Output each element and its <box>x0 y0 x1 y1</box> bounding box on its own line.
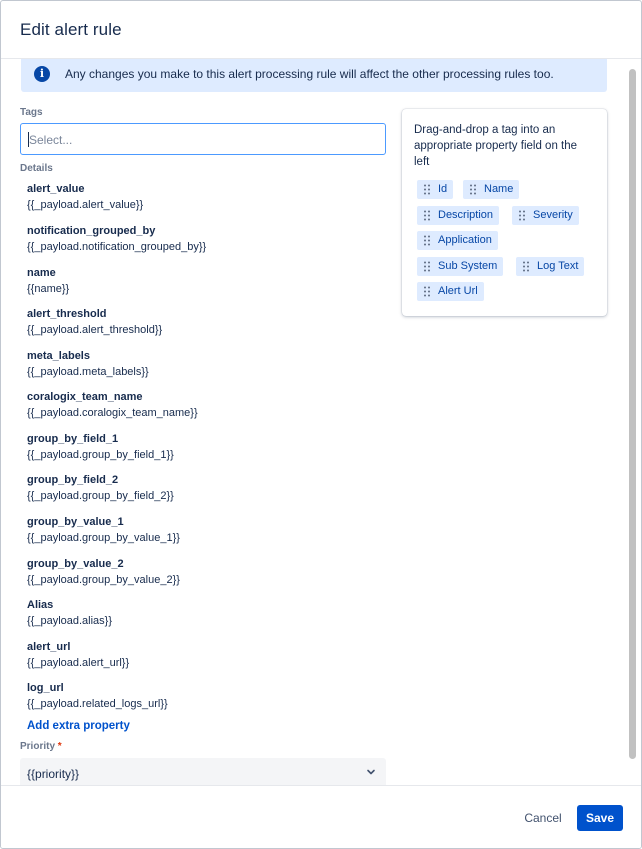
property-value: {{name}} <box>27 283 70 295</box>
property-name: group_by_value_1 <box>27 516 124 528</box>
drag-handle-icon <box>423 235 431 246</box>
property-name: notification_grouped_by <box>27 225 156 237</box>
tag-chip-label: Name <box>484 183 514 195</box>
property-alias[interactable] <box>27 599 112 627</box>
tag-chip-label: Description <box>438 209 494 221</box>
dialog-title: Edit alert rule <box>20 20 122 39</box>
priority-label <box>20 741 62 752</box>
drag-handle-icon <box>423 184 431 195</box>
tags-label: Tags <box>20 107 43 118</box>
tag-chip-label: Severity <box>533 209 573 221</box>
property-alert-threshold[interactable] <box>27 308 162 336</box>
property-value: {{_payload.group_by_value_1}} <box>27 532 180 544</box>
property-alert-value[interactable] <box>27 183 143 211</box>
tag-chip-application[interactable] <box>417 231 498 250</box>
tag-chip-label: Log Text <box>537 260 579 272</box>
property-name: name <box>27 267 56 279</box>
property-value: {{_payload.coralogix_team_name}} <box>27 407 198 419</box>
tag-palette-hint: Drag-and-drop a tag into an appropriate property field on the left <box>414 124 578 168</box>
property-value: {{_payload.group_by_value_2}} <box>27 574 180 586</box>
property-notification-grouped-by[interactable] <box>27 225 206 253</box>
property-value: {{_payload.notification_grouped_by}} <box>27 241 207 253</box>
property-value: {{_payload.group_by_field_2}} <box>27 490 174 502</box>
property-log-url[interactable] <box>27 682 168 710</box>
vertical-scrollbar[interactable] <box>629 69 636 759</box>
property-value: {{_payload.alert_url}} <box>27 657 130 669</box>
drag-handle-icon <box>518 210 526 221</box>
tag-palette-panel <box>402 109 607 316</box>
tag-chip-sub-system[interactable] <box>417 257 503 276</box>
property-group-by-value-2[interactable] <box>27 558 180 586</box>
banner-message: Any changes you make to this alert processing rule will affect the other processing rules too. <box>65 67 554 81</box>
property-name: group_by_field_2 <box>27 474 119 486</box>
save-button[interactable]: Save <box>577 805 623 831</box>
property-name: alert_threshold <box>27 308 107 320</box>
property-value: {{_payload.alert_value}} <box>27 199 144 211</box>
tags-placeholder: Select... <box>29 133 73 147</box>
tags-select-input[interactable] <box>20 123 386 155</box>
tag-chip-severity[interactable] <box>512 206 579 225</box>
drag-handle-icon <box>423 210 431 221</box>
tag-chip-label: Id <box>438 183 448 195</box>
drag-handle-icon <box>423 261 431 272</box>
required-marker: * <box>57 741 62 752</box>
property-group-by-value-1[interactable] <box>27 516 180 544</box>
property-name: Alias <box>27 599 54 611</box>
priority-label-text: Priority <box>20 741 56 752</box>
property-value: {{_payload.meta_labels}} <box>27 366 149 378</box>
priority-select[interactable] <box>20 758 386 785</box>
tag-chip-log-text[interactable] <box>516 257 584 276</box>
cancel-button[interactable]: Cancel <box>513 805 573 831</box>
property-value: {{_payload.group_by_field_1}} <box>27 449 174 461</box>
tag-chip-name[interactable] <box>463 180 519 199</box>
drag-handle-icon <box>423 286 431 297</box>
property-meta-labels[interactable] <box>27 350 149 378</box>
tag-chip-label: Application <box>438 234 492 246</box>
tag-chip-label: Sub System <box>438 260 498 272</box>
property-value: {{_payload.alias}} <box>27 615 113 627</box>
dialog-footer <box>1 785 641 849</box>
property-name: group_by_value_2 <box>27 558 124 570</box>
property-group-by-field-1[interactable] <box>27 433 174 461</box>
info-banner <box>21 59 607 92</box>
add-extra-property-link[interactable]: Add extra property <box>27 720 130 732</box>
property-name: meta_labels <box>27 350 90 362</box>
property-value: {{_payload.related_logs_url}} <box>27 698 168 710</box>
property-alert-url[interactable] <box>27 641 129 669</box>
property-name: alert_value <box>27 183 85 195</box>
property-group-by-field-2[interactable] <box>27 474 174 502</box>
property-name-field[interactable] <box>27 267 69 295</box>
drag-handle-icon <box>469 184 477 195</box>
priority-value: {{priority}} <box>27 767 80 781</box>
drag-handle-icon <box>522 261 530 272</box>
dialog-header <box>1 1 641 59</box>
property-name: group_by_field_1 <box>27 433 119 445</box>
info-icon: i <box>34 66 50 82</box>
property-coralogix-team-name[interactable] <box>27 391 198 419</box>
property-value: {{_payload.alert_threshold}} <box>27 324 163 336</box>
tag-chip-alert-url[interactable] <box>417 282 484 301</box>
tag-chip-description[interactable] <box>417 206 499 225</box>
details-label: Details <box>20 163 53 174</box>
property-name: coralogix_team_name <box>27 391 143 403</box>
dialog-body <box>1 59 641 785</box>
property-name: alert_url <box>27 641 71 653</box>
chevron-down-icon <box>366 767 376 777</box>
tag-chip-label: Alert Url <box>438 285 478 297</box>
tag-chip-id[interactable] <box>417 180 453 199</box>
property-name: log_url <box>27 682 64 694</box>
